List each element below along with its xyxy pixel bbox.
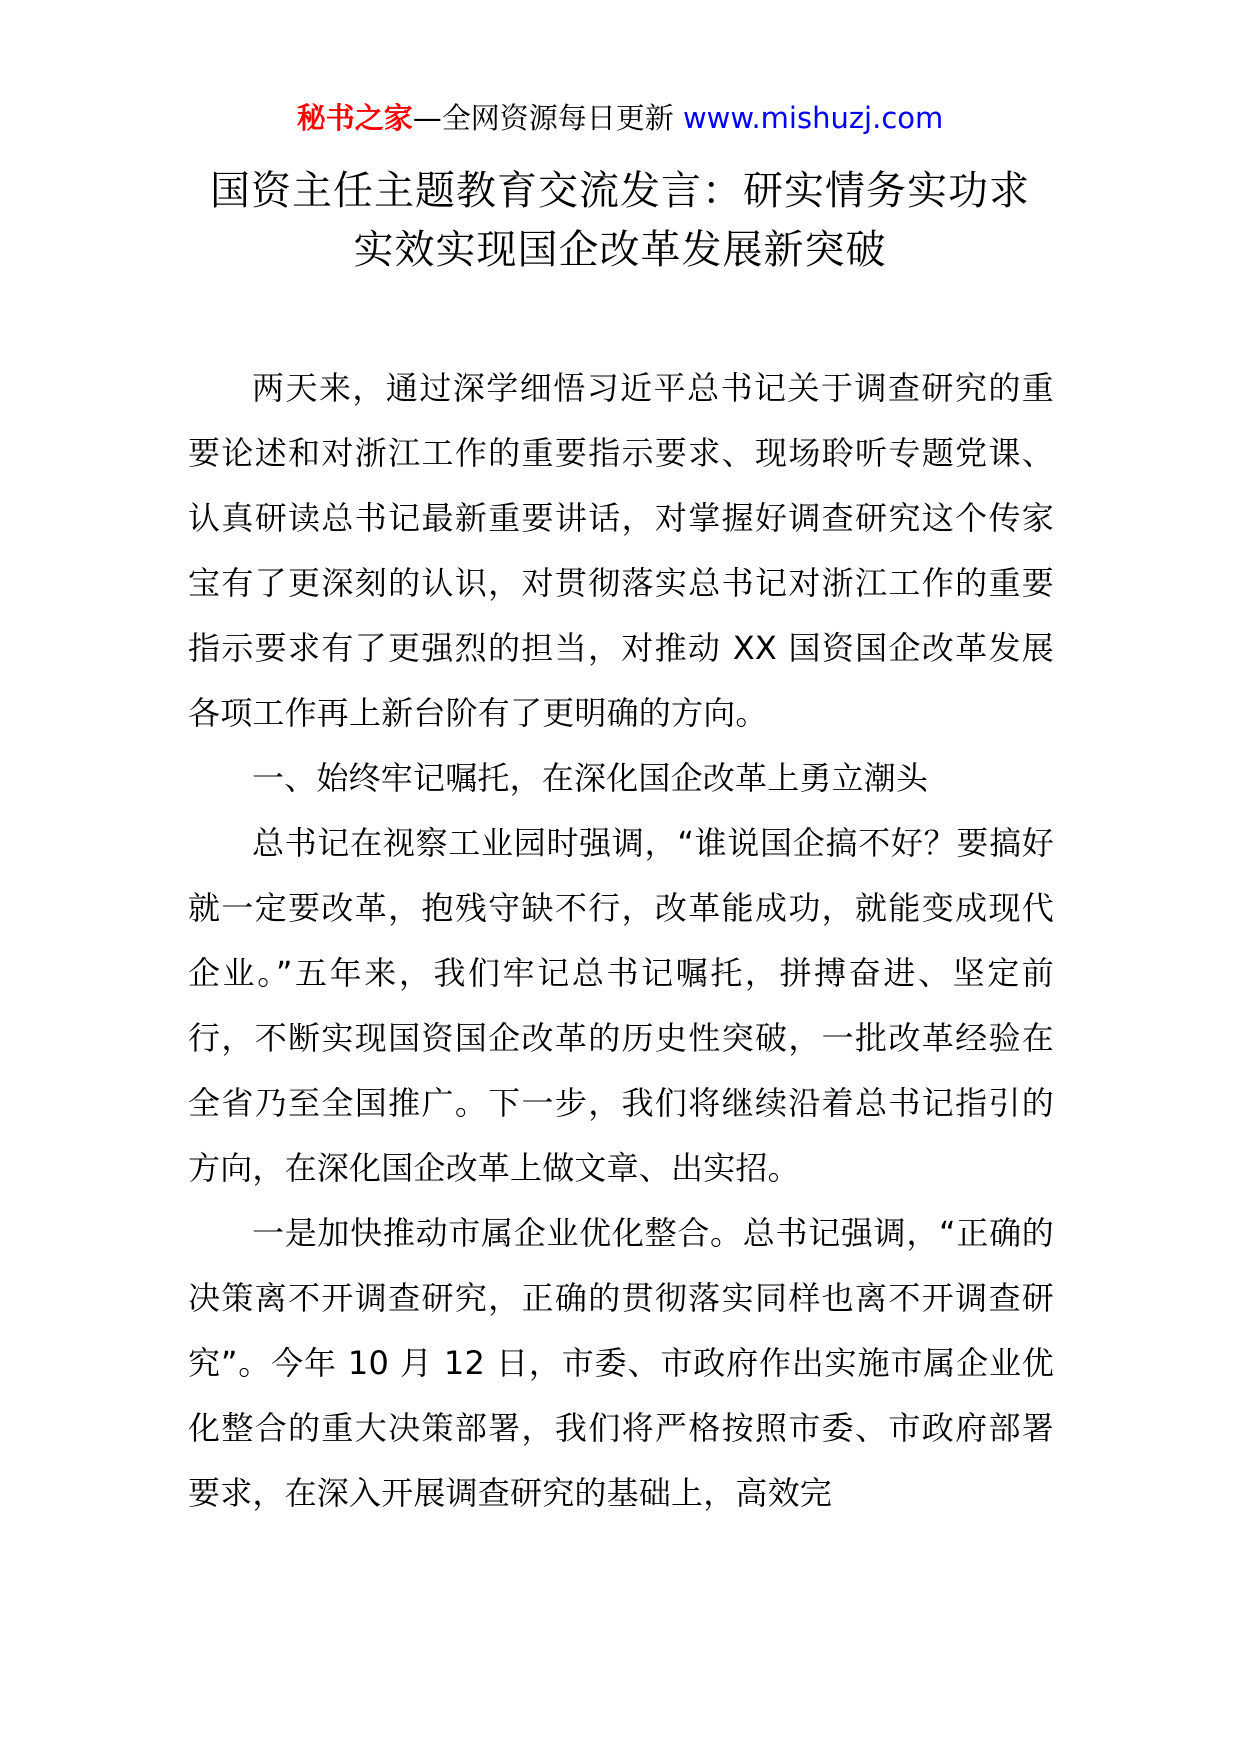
paragraph-section-1: 总书记在视察工业园时强调，“谁说国企搞不好？要搞好就一定要改革，抱残守缺不行，改革能成功，就能变成现代企业。”五年来，我们牢记总书记嘱托，拼搏奋进、坚定前行，不断实现国资国企改革的历史性突破，一批改革经验在全省乃至全国推广。下一步，我们将继续沿着总书记指引的方向，在深化国企改革上做文章、出实招。 <box>188 824 1054 1187</box>
document-title-line-1: 国资主任主题教育交流发言：研实情务实功求 <box>210 168 1030 214</box>
site-tagline: —全网资源每日更新 <box>412 101 674 135</box>
paragraph-intro: 两天来，通过深学细悟习近平总书记关于调查研究的重要论述和对浙江工作的重要指示要求、现场聆听专题党课、认真研读总书记最新重要讲话，对掌握好调查研究这个传家宝有了更深刻的认识，对贯彻落实总书记对浙江工作的重要指示要求有了更强烈的担当，对推动 XX 国资国企改革发展各项工作再上新台阶有了更明确的方向。 <box>188 369 1054 732</box>
document-body <box>188 356 1054 1526</box>
site-url-link[interactable]: www.mishuzj.com <box>682 101 944 135</box>
site-header <box>0 98 1240 138</box>
paragraph-point-1: 一是加快推动市属企业优化整合。总书记强调，“正确的决策离不开调查研究，正确的贯彻落实同样也离不开调查研究”。今年 10 月 12 日，市委、市政府作出实施市属企业优化整合的重大决策部署，我们将严格按照市委、市政府部署要求，在深入开展调查研究的基础上，高效完 <box>188 1214 1054 1512</box>
document-title-line-2: 实效实现国企改革发展新突破 <box>353 227 887 273</box>
document-title <box>150 162 1090 280</box>
section-heading-1: 一、始终牢记嘱托，在深化国企改革上勇立潮头 <box>252 759 929 797</box>
site-brand: 秘书之家 <box>296 101 413 135</box>
